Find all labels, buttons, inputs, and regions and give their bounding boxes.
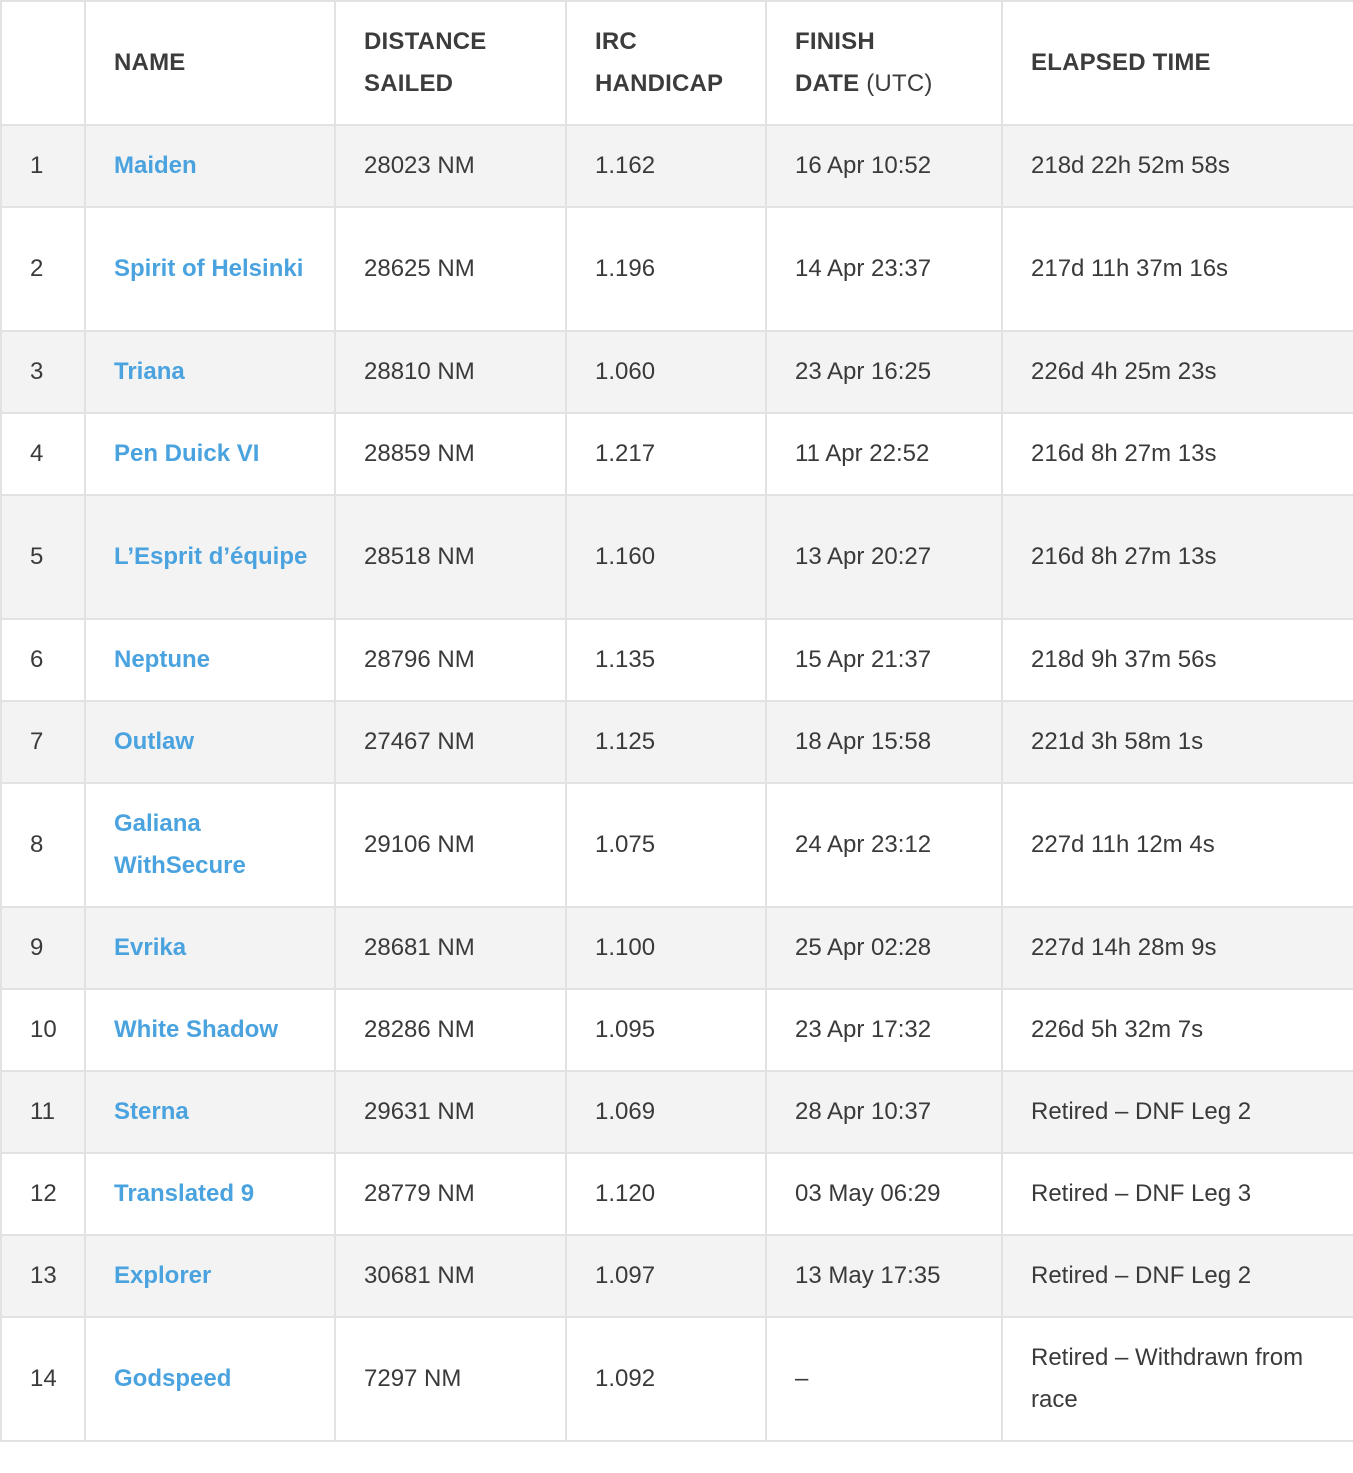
header-irc-line2: HANDICAP <box>595 70 724 97</box>
cell-finish-date: 18 Apr 15:58 <box>766 701 1002 783</box>
cell-finish-date: 23 Apr 16:25 <box>766 331 1002 413</box>
header-distance-line1: DISTANCE <box>364 28 487 55</box>
cell-irc: 1.120 <box>566 1153 766 1235</box>
cell-distance: 28796 NM <box>335 619 566 701</box>
cell-name <box>85 1153 335 1235</box>
boat-name-link[interactable]: Evrika <box>114 934 187 961</box>
header-finish-line2: DATE <box>795 70 860 97</box>
cell-name <box>85 701 335 783</box>
cell-irc: 1.196 <box>566 207 766 331</box>
cell-distance: 28779 NM <box>335 1153 566 1235</box>
cell-elapsed-time: 218d 22h 52m 58s <box>1002 125 1353 207</box>
table-row <box>1 907 1353 989</box>
cell-finish-date: 28 Apr 10:37 <box>766 1071 1002 1153</box>
table-row <box>1 989 1353 1071</box>
cell-distance: 28286 NM <box>335 989 566 1071</box>
cell-position: 12 <box>1 1153 85 1235</box>
cell-elapsed-time: 216d 8h 27m 13s <box>1002 495 1353 619</box>
cell-name <box>85 989 335 1071</box>
cell-elapsed-time: Retired – Withdrawn from race <box>1002 1317 1353 1441</box>
cell-name <box>85 331 335 413</box>
boat-name-link[interactable]: Galiana WithSecure <box>114 810 246 879</box>
cell-position: 4 <box>1 413 85 495</box>
table-row <box>1 125 1353 207</box>
table-row <box>1 1235 1353 1317</box>
cell-finish-date: 14 Apr 23:37 <box>766 207 1002 331</box>
cell-position: 13 <box>1 1235 85 1317</box>
table-row <box>1 207 1353 331</box>
cell-position: 5 <box>1 495 85 619</box>
cell-distance: 29106 NM <box>335 783 566 907</box>
cell-elapsed-time: Retired – DNF Leg 2 <box>1002 1071 1353 1153</box>
cell-irc: 1.069 <box>566 1071 766 1153</box>
cell-position: 11 <box>1 1071 85 1153</box>
cell-finish-date: 16 Apr 10:52 <box>766 125 1002 207</box>
table-row <box>1 1153 1353 1235</box>
header-name: NAME <box>85 1 335 125</box>
header-distance-line2: SAILED <box>364 70 454 97</box>
cell-name <box>85 1071 335 1153</box>
table-header <box>1 1 1353 125</box>
boat-name-link[interactable]: Maiden <box>114 152 197 179</box>
cell-elapsed-time: 218d 9h 37m 56s <box>1002 619 1353 701</box>
table-row <box>1 331 1353 413</box>
cell-distance: 28023 NM <box>335 125 566 207</box>
cell-name <box>85 495 335 619</box>
table-row <box>1 1071 1353 1153</box>
cell-elapsed-time: Retired – DNF Leg 2 <box>1002 1235 1353 1317</box>
cell-finish-date: 23 Apr 17:32 <box>766 989 1002 1071</box>
cell-distance: 29631 NM <box>335 1071 566 1153</box>
cell-distance: 7297 NM <box>335 1317 566 1441</box>
cell-irc: 1.160 <box>566 495 766 619</box>
cell-finish-date: 25 Apr 02:28 <box>766 907 1002 989</box>
cell-finish-date: 24 Apr 23:12 <box>766 783 1002 907</box>
cell-irc: 1.092 <box>566 1317 766 1441</box>
table-row <box>1 619 1353 701</box>
header-distance <box>335 1 566 125</box>
boat-name-link[interactable]: Godspeed <box>114 1365 232 1392</box>
table-body <box>1 125 1353 1441</box>
cell-distance: 28859 NM <box>335 413 566 495</box>
cell-distance: 28625 NM <box>335 207 566 331</box>
boat-name-link[interactable]: Neptune <box>114 646 210 673</box>
cell-elapsed-time: Retired – DNF Leg 3 <box>1002 1153 1353 1235</box>
header-irc-line1: IRC <box>595 28 637 55</box>
cell-position: 8 <box>1 783 85 907</box>
cell-elapsed-time: 226d 4h 25m 23s <box>1002 331 1353 413</box>
cell-name <box>85 619 335 701</box>
cell-position: 9 <box>1 907 85 989</box>
cell-name <box>85 1235 335 1317</box>
boat-name-link[interactable]: Pen Duick VI <box>114 440 260 467</box>
cell-elapsed-time: 227d 11h 12m 4s <box>1002 783 1353 907</box>
boat-name-link[interactable]: Explorer <box>114 1262 212 1289</box>
table-row <box>1 701 1353 783</box>
header-irc <box>566 1 766 125</box>
cell-finish-date: – <box>766 1317 1002 1441</box>
cell-finish-date: 03 May 06:29 <box>766 1153 1002 1235</box>
cell-irc: 1.162 <box>566 125 766 207</box>
cell-distance: 30681 NM <box>335 1235 566 1317</box>
boat-name-link[interactable]: Translated 9 <box>114 1180 255 1207</box>
cell-irc: 1.060 <box>566 331 766 413</box>
header-position <box>1 1 85 125</box>
cell-position: 10 <box>1 989 85 1071</box>
cell-name <box>85 207 335 331</box>
boat-name-link[interactable]: Sterna <box>114 1098 189 1125</box>
header-finish-unit: (UTC) <box>866 70 933 97</box>
cell-distance: 27467 NM <box>335 701 566 783</box>
boat-name-link[interactable]: Outlaw <box>114 728 195 755</box>
cell-position: 3 <box>1 331 85 413</box>
cell-elapsed-time: 217d 11h 37m 16s <box>1002 207 1353 331</box>
cell-name <box>85 783 335 907</box>
cell-position: 7 <box>1 701 85 783</box>
cell-irc: 1.125 <box>566 701 766 783</box>
table-row <box>1 495 1353 619</box>
header-row <box>1 1 1353 125</box>
cell-elapsed-time: 227d 14h 28m 9s <box>1002 907 1353 989</box>
boat-name-link[interactable]: L’Esprit d’équipe <box>114 543 308 570</box>
table-row <box>1 783 1353 907</box>
cell-position: 1 <box>1 125 85 207</box>
cell-irc: 1.075 <box>566 783 766 907</box>
cell-irc: 1.217 <box>566 413 766 495</box>
cell-elapsed-time: 221d 3h 58m 1s <box>1002 701 1353 783</box>
header-elapsed-time: ELAPSED TIME <box>1002 1 1353 125</box>
cell-finish-date: 11 Apr 22:52 <box>766 413 1002 495</box>
cell-finish-date: 13 Apr 20:27 <box>766 495 1002 619</box>
cell-name <box>85 125 335 207</box>
cell-distance: 28518 NM <box>335 495 566 619</box>
table-row <box>1 413 1353 495</box>
cell-irc: 1.100 <box>566 907 766 989</box>
cell-position: 2 <box>1 207 85 331</box>
cell-finish-date: 13 May 17:35 <box>766 1235 1002 1317</box>
boat-name-link[interactable]: Spirit of Helsinki <box>114 255 304 282</box>
cell-distance: 28681 NM <box>335 907 566 989</box>
boat-name-link[interactable]: Triana <box>114 358 185 385</box>
cell-distance: 28810 NM <box>335 331 566 413</box>
header-finish-line1: FINISH <box>795 28 875 55</box>
cell-elapsed-time: 216d 8h 27m 13s <box>1002 413 1353 495</box>
cell-irc: 1.097 <box>566 1235 766 1317</box>
cell-irc: 1.135 <box>566 619 766 701</box>
header-finish-date <box>766 1 1002 125</box>
cell-name <box>85 413 335 495</box>
cell-position: 6 <box>1 619 85 701</box>
cell-position: 14 <box>1 1317 85 1441</box>
cell-irc: 1.095 <box>566 989 766 1071</box>
table-row <box>1 1317 1353 1441</box>
boat-name-link[interactable]: White Shadow <box>114 1016 278 1043</box>
cell-name <box>85 1317 335 1441</box>
cell-elapsed-time: 226d 5h 32m 7s <box>1002 989 1353 1071</box>
cell-name <box>85 907 335 989</box>
cell-finish-date: 15 Apr 21:37 <box>766 619 1002 701</box>
